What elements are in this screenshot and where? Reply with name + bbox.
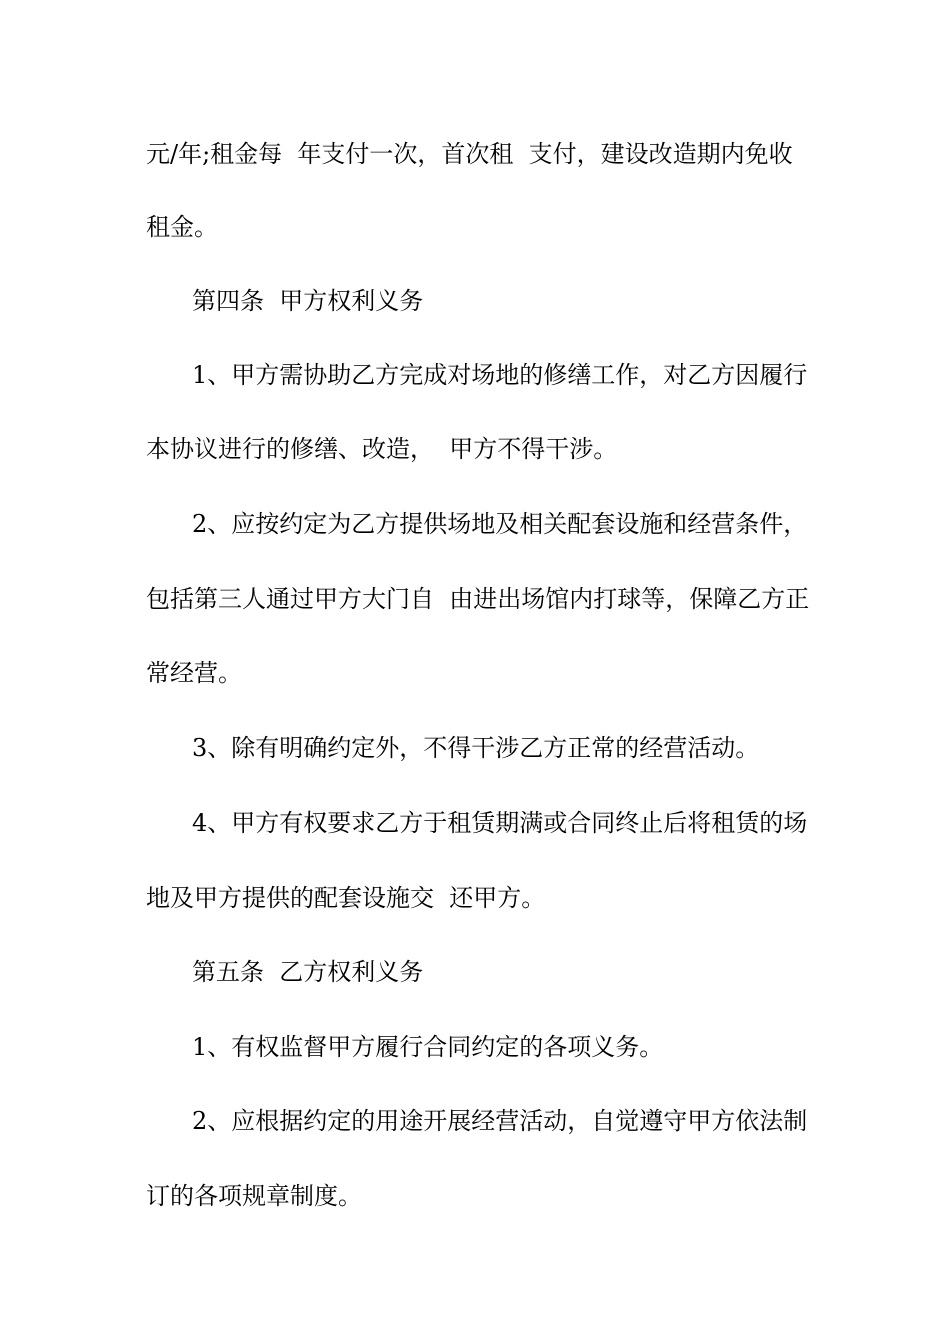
clause-text-line: 订的各项规章制度。 <box>146 1182 362 1210</box>
clause-text-line: 常经营。 <box>146 659 242 687</box>
clause-text-line: 2、应按约定为乙方提供场地及相关配套设施和经营条件， <box>192 510 808 538</box>
clause-text-line: 2、应根据约定的用途开展经营活动，自觉遵守甲方依法制 <box>192 1107 808 1135</box>
clause-text-line: 本协议进行的修缮、改造， 甲方不得干涉。 <box>146 435 618 463</box>
clause-text-line: 1、有权监督甲方履行合同约定的各项义务。 <box>192 1033 664 1061</box>
clause-text-line: 1、甲方需协助乙方完成对场地的修缮工作，对乙方因履行 <box>192 361 808 389</box>
article-heading: 第五条 乙方权利义务 <box>192 958 424 986</box>
body-text-line: 租金。 <box>146 213 218 241</box>
article-heading: 第四条 甲方权利义务 <box>192 287 424 315</box>
body-text-line: 元/年;租金每 年支付一次，首次租 支付，建设改造期内免收 <box>146 140 793 168</box>
clause-text-line: 包括第三人通过甲方大门自 由进出场馆内打球等，保障乙方正 <box>146 585 810 613</box>
clause-text-line: 3、除有明确约定外，不得干涉乙方正常的经营活动。 <box>192 734 760 762</box>
clause-text-line: 4、甲方有权要求乙方于租赁期满或合同终止后将租赁的场 <box>192 809 808 837</box>
clause-text-line: 地及甲方提供的配套设施交 还甲方。 <box>146 884 546 912</box>
